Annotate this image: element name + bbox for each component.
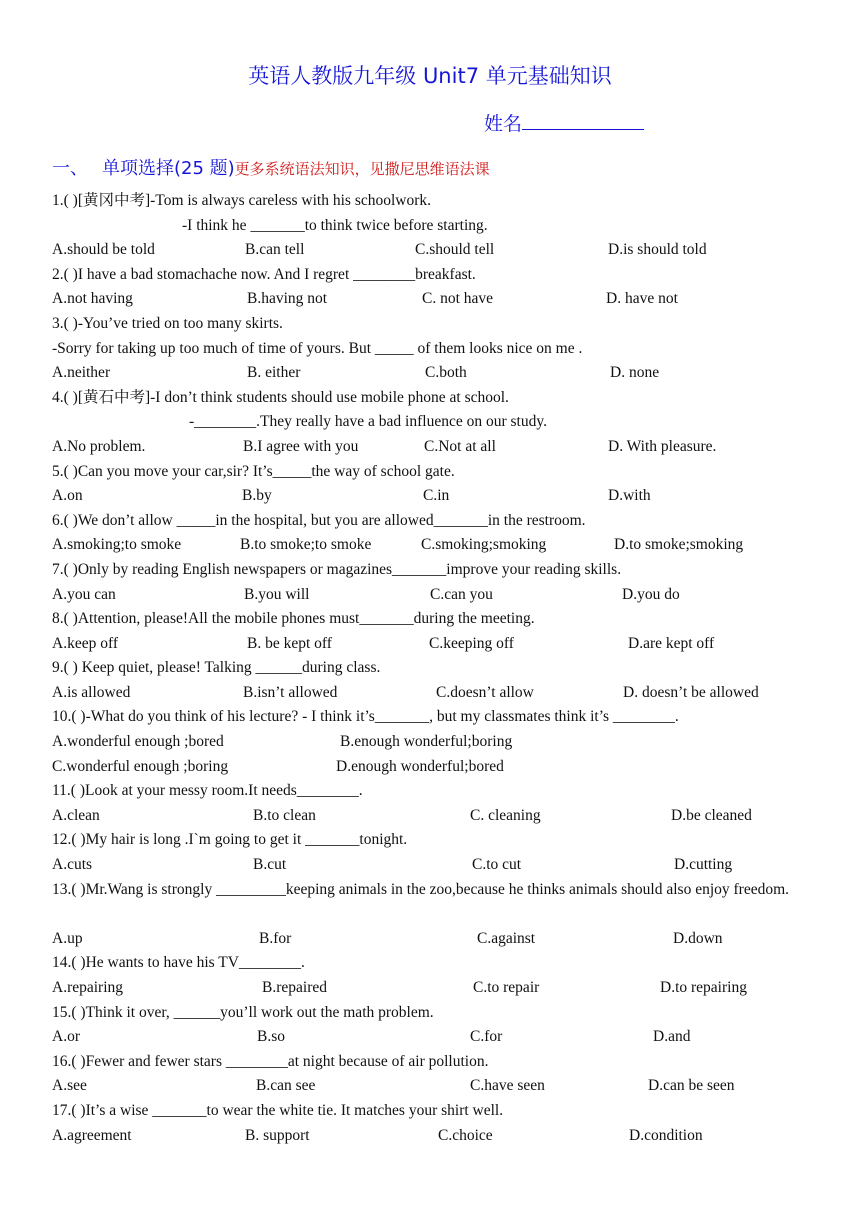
question-10-option-d: D.enough wonderful;bored [336,757,504,775]
question-7-stem: 7.( )Only by reading English newspapers or magazines_______improve your reading skills. [52,560,622,578]
question-6-option-d: D.to smoke;smoking [614,536,744,554]
question-3-option-c: C.both [425,364,467,382]
question-5-option-b: B.by [242,487,272,505]
question-6-option-b: B.to smoke;to smoke [240,536,372,554]
question-17-options [52,1124,812,1149]
question-8-stem: 8.( )Attention, please!All the mobile phones must_______during the meeting. [52,610,535,628]
question-17-option-d: D.condition [629,1126,703,1144]
section-note: 更多系统语法知识，见撒尼思维语法课 [234,160,490,178]
question-16-options [52,1074,812,1099]
question-9-stem: 9.( ) Keep quiet, please! Talking ______during class. [52,659,381,677]
question-1-stem: 1.( )[黄冈中考]-Tom is always careless with his schoolwork. [52,192,432,209]
question-14-option-c: C.to repair [473,979,540,996]
question-5-stem: 5.( )Can you move your car,sir? It’s_____the way of school gate. [52,462,455,480]
question-2-stem: 2.( )I have a bad stomachache now. And I regret ________breakfast. [52,265,476,283]
question-14-option-b: B.repaired [262,979,327,996]
section-heading [52,154,490,180]
question-1-option-a: A.should be told [52,241,155,259]
question-2-option-a: A.not having [52,290,133,308]
question-1-stem-2: -I think he _______to think twice before starting. [182,216,488,234]
question-10-stem: 10.( )-What do you think of his lecture? - I think it’s_______, but my classmates think it’s ________. [52,708,679,726]
question-4-option-d: D. With pleasure. [608,437,717,455]
question-11-option-d: D.be cleaned [671,806,752,824]
question-3-stem: 3.( )-You’ve tried on too many skirts. [52,314,283,332]
question-14-stem: 14.( )He wants to have his TV________. [52,954,305,972]
page-title: 英语人教版九年级 Unit7 单元基础知识 [248,64,612,88]
question-5-option-c: C.in [423,487,450,505]
question-5-option-a: A.on [52,487,83,505]
name-label: 姓名 [484,113,523,135]
question-1-option-d: D.is should told [608,241,707,259]
question-16-option-d: D.can be seen [648,1077,735,1095]
question-9-option-c: C.doesn’t allow [436,683,534,701]
section-title: 单项选择(25 题) [102,158,235,179]
question-9-option-d: D. doesn’t be allowed [623,683,759,701]
question-12-option-b: B.cut [253,856,287,874]
question-4-option-c: C.Not at all [424,437,496,455]
question-8-option-c: C.keeping off [429,634,514,652]
question-16-option-a: A.see [52,1077,87,1095]
question-6-option-c: C.smoking;smoking [421,536,547,554]
question-3-options [52,361,812,386]
question-11-options [52,804,812,829]
question-14-option-d: D.to repairing [660,979,747,996]
question-17-stem: 17.( )It’s a wise _______to wear the white tie. It matches your shirt well. [52,1101,504,1119]
question-4-stem-2: -________.They really have a bad influence on our study. [189,413,547,431]
question-4-option-b: B.I agree with you [243,437,359,455]
question-12-stem: 12.( )My hair is long .I`m going to get it _______tonight. [52,831,408,849]
question-7-options [52,583,812,608]
question-15-option-a: A.or [52,1028,80,1046]
question-4-option-a: A.No problem. [52,437,146,455]
question-13-option-b: B.for [259,929,292,947]
question-3-option-d: D. none [610,364,660,382]
question-7-option-d: D.you do [622,585,680,603]
question-10-option-a: A.wonderful enough ;bored [52,733,224,751]
question-10-options-2 [52,755,812,780]
question-15-options [52,1025,812,1050]
question-12-option-a: A.cuts [52,856,93,874]
name-blank-line [522,111,644,130]
question-13-stem [52,878,812,903]
question-3-option-a: A.neither [52,364,111,382]
question-4-stem: 4.( )[黄石中考]-I don’t think students should use mobile phone at school. [52,388,509,406]
question-15-option-d: D.and [653,1028,691,1046]
question-2-options [52,287,812,312]
question-9-option-a: A.is allowed [52,683,131,701]
question-7-option-c: C.can you [430,585,493,603]
question-16-stem: 16.( )Fewer and fewer stars ________at night because of air pollution. [52,1052,489,1070]
question-2-option-b: B.having not [247,290,328,308]
question-4-options [52,435,812,460]
question-15-stem: 15.( )Think it over, ______you’ll work out the math problem. [52,1003,434,1021]
question-8-option-b: B. be kept off [247,634,332,652]
question-12-option-c: C.to cut [472,856,522,874]
question-13-option-c: C.against [477,929,536,947]
question-1-options [52,238,812,263]
question-13-option-d: D.down [673,929,723,947]
question-15-option-c: C.for [470,1028,503,1046]
question-11-option-c: C. cleaning [470,806,541,824]
question-14-option-a: A.repairing [52,979,124,996]
question-5-option-d: D.with [608,487,651,505]
question-9-options [52,681,812,706]
name-field [484,109,644,136]
question-list [52,189,812,1148]
question-8-options [52,632,812,657]
question-11-stem: 11.( )Look at your messy room.It needs________. [52,782,363,800]
section-number: 一、 [52,158,88,179]
question-5-options [52,484,812,509]
question-1-option-c: C.should tell [415,241,495,259]
question-13-stem-text: 13.( )Mr.Wang is strongly _________keeping animals in the zoo,because he thinks animals should also enjoy freedom. [52,880,790,898]
question-16-option-c: C.have seen [470,1077,545,1095]
question-15-option-b: B.so [257,1028,285,1046]
question-12-options [52,853,812,878]
question-8-option-d: D.are kept off [628,634,715,652]
question-13-spacer [52,902,812,927]
question-1-option-b: B.can tell [245,241,305,259]
question-13-options [52,927,812,952]
question-2-option-d: D. have not [606,290,678,308]
question-8-option-a: A.keep off [52,634,118,652]
question-6-option-a: A.smoking;to smoke [52,536,182,554]
question-6-stem: 6.( )We don’t allow _____in the hospital, but you are allowed_______in the restroom. [52,511,586,529]
question-7-option-a: A.you can [52,585,116,603]
question-13-option-a: A.up [52,929,83,947]
question-10-option-c: C.wonderful enough ;boring [52,757,229,775]
question-2-option-c: C. not have [422,290,494,308]
question-7-option-b: B.you will [244,585,310,603]
question-12-option-d: D.cutting [674,856,733,874]
question-10-option-b: B.enough wonderful;boring [340,733,513,751]
question-16-option-b: B.can see [256,1077,316,1095]
question-11-option-b: B.to clean [253,806,316,824]
question-11-option-a: A.clean [52,806,100,824]
question-17-option-c: C.choice [438,1126,493,1144]
question-17-option-a: A.agreement [52,1126,132,1144]
question-10-options [52,730,812,755]
question-9-option-b: B.isn’t allowed [243,683,338,701]
question-14-options [52,976,812,1001]
question-3-option-b: B. either [247,364,301,382]
question-17-option-b: B. support [245,1126,310,1144]
question-6-options [52,533,812,558]
question-3-stem-2: -Sorry for taking up too much of time of yours. But _____ of them looks nice on me . [52,339,583,357]
